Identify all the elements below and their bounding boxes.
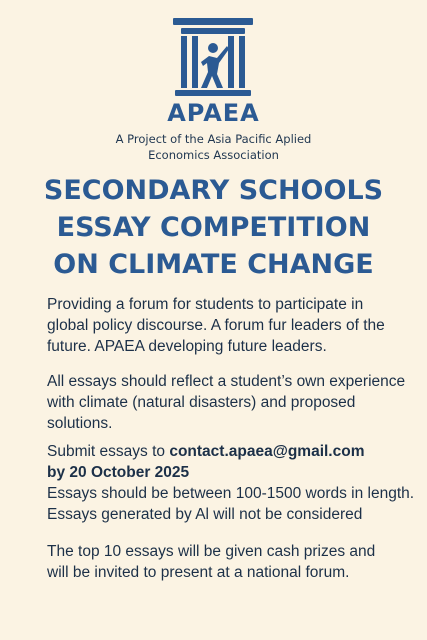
paragraph-line: Providing a forum for students to participate in bbox=[47, 296, 364, 313]
paragraph-line: future. APAEA developing future leaders. bbox=[47, 338, 327, 355]
submission-paragraph bbox=[47, 441, 417, 525]
title-line: ESSAY COMPETITION bbox=[56, 212, 371, 243]
length-rule-line: Essays should be between 100-1500 words in length. bbox=[47, 485, 415, 502]
contact-email-link[interactable]: contact.apaea@gmail.com bbox=[169, 443, 365, 460]
paragraph-line: solutions. bbox=[47, 415, 113, 432]
submit-line bbox=[47, 441, 417, 462]
paragraph-line: with climate (natural disasters) and proposed bbox=[47, 394, 356, 411]
paragraph-line: All essays should reflect a student’s own experience bbox=[47, 373, 406, 390]
page-title bbox=[0, 172, 427, 283]
experience-paragraph bbox=[47, 371, 417, 434]
subtitle-line: A Project of the Asia Pacific Aplied bbox=[115, 132, 312, 146]
submit-prefix: Submit essays to bbox=[47, 443, 170, 460]
title-line: ON CLIMATE CHANGE bbox=[53, 249, 374, 280]
paragraph-line: will be invited to present at a national forum. bbox=[47, 564, 350, 581]
brand-name: APAEA bbox=[167, 99, 260, 127]
paragraph-line: The top 10 essays will be given cash prizes and bbox=[47, 543, 376, 560]
paragraph-line: global policy discourse. A forum fur leaders of the bbox=[47, 317, 385, 334]
pillar-figure-logo-icon bbox=[171, 16, 255, 98]
subtitle-line: Economics Association bbox=[148, 148, 279, 162]
ai-rule-line: Essays generated by Al will not be considered bbox=[47, 506, 363, 523]
prizes-paragraph bbox=[47, 541, 417, 583]
brand-subtitle bbox=[0, 131, 427, 163]
deadline-line: by 20 October 2025 bbox=[47, 464, 190, 481]
forum-paragraph bbox=[47, 294, 417, 357]
title-line: SECONDARY SCHOOLS bbox=[43, 175, 384, 206]
